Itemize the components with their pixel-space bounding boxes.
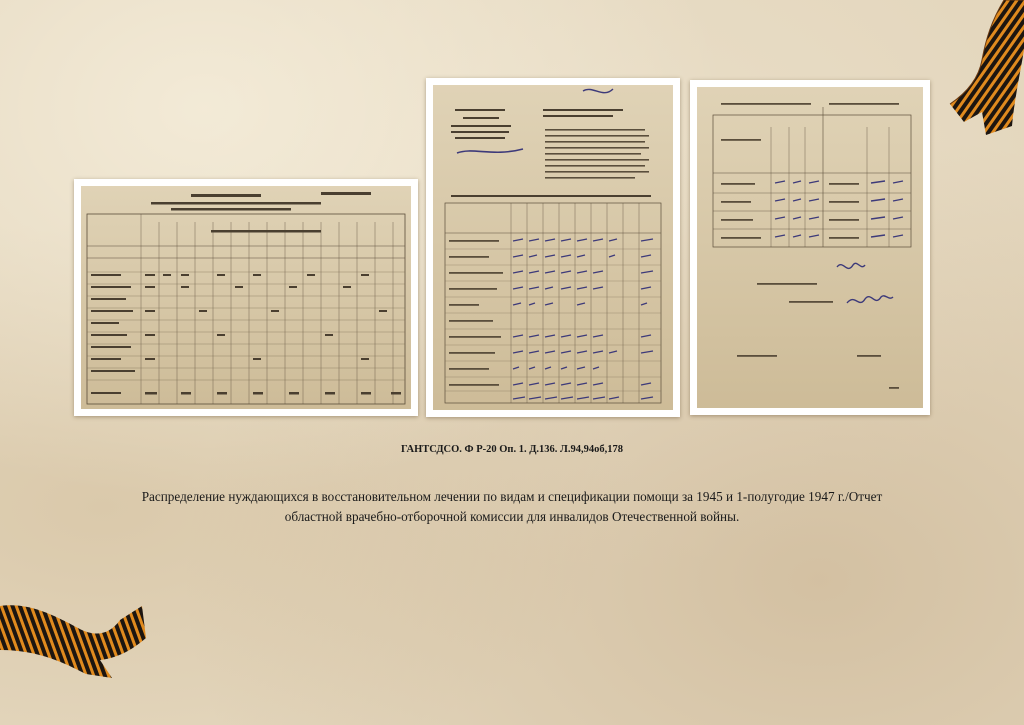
caption-line-2: областной врачебно-отборочной комиссии для инвалидов Отечественной войны. [284, 509, 740, 524]
archive-document-photo-3 [690, 80, 930, 415]
archive-document-photo-2 [426, 78, 680, 417]
document-page-signature [697, 87, 923, 408]
caption-line-1: Распределение нуждающихся в восстановительном лечении по видам и спецификации помощи за 1945 и 1-полугодие 1947 г./Отчет [141, 489, 883, 504]
st-george-ribbon-top-right [942, 0, 1024, 135]
st-george-ribbon-bottom-left [0, 598, 150, 680]
archive-document-photo-1 [74, 179, 418, 416]
document-caption [92, 487, 932, 527]
archive-citation: ГАНТСДСО. Ф Р-20 Оп. 1. Д.136. Л.94,94об,178 [400, 444, 624, 455]
document-page-table [81, 186, 411, 409]
document-page-report [433, 85, 673, 410]
